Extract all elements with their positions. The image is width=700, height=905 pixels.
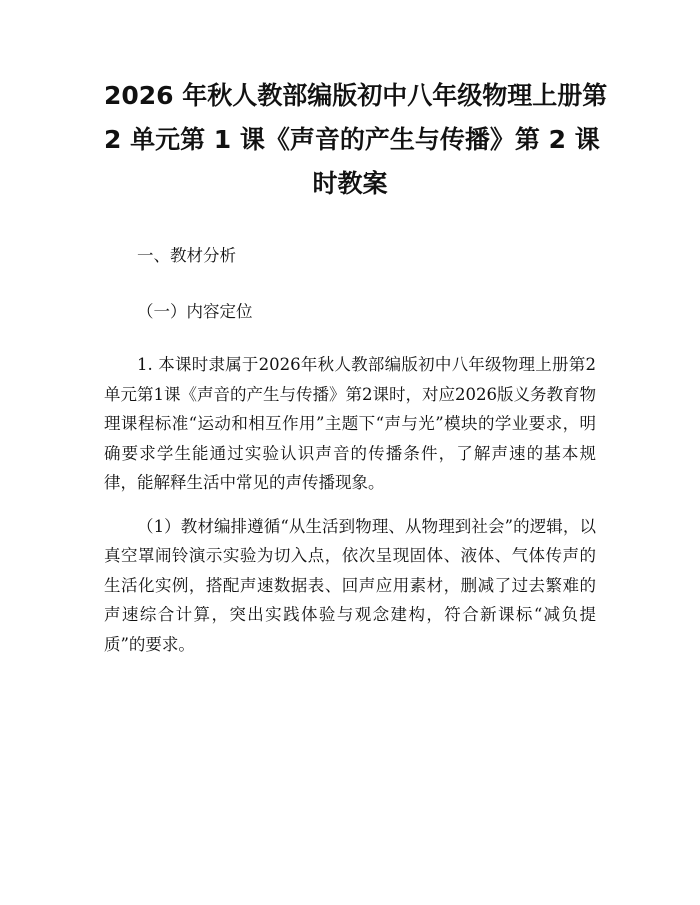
title-line-3: 时教案	[312, 169, 388, 198]
title-line-1: 2026 年秋人教部编版初中八年级物理上册第	[104, 81, 608, 110]
paragraph-textbook-arrangement: （1）教材编排遵循“从生活到物理、从物理到社会”的逻辑，以真空罩闹铃演示实验为切入点，依次呈现固体、液体、气体传声的生活化实例，搭配声速数据表、回声应用素材，删减了过去繁难的声速综合计算，突出实践体验与观念建构，符合新课标“减负提质”的要求。	[104, 516, 596, 654]
subsection-heading-content-positioning: （一）内容定位	[137, 302, 253, 321]
title-line-2: 2 单元第 1 课《声音的产生与传播》第 2 课	[104, 125, 600, 154]
paragraph-course-positioning: 1. 本课时隶属于2026年秋人教部编版初中八年级物理上册第2单元第1课《声音的产生与传播》第2课时，对应2026版义务教育物理课程标准“运动和相互作用”主题下“声与光”模块的学业要求，明确要求学生能通过实验认识声音的传播条件，了解声速的基本规律，能解释生活中常见的声传播现象。	[104, 355, 596, 492]
document-title	[104, 74, 608, 206]
section-heading-teaching-material-analysis: 一、教材分析	[137, 246, 236, 265]
